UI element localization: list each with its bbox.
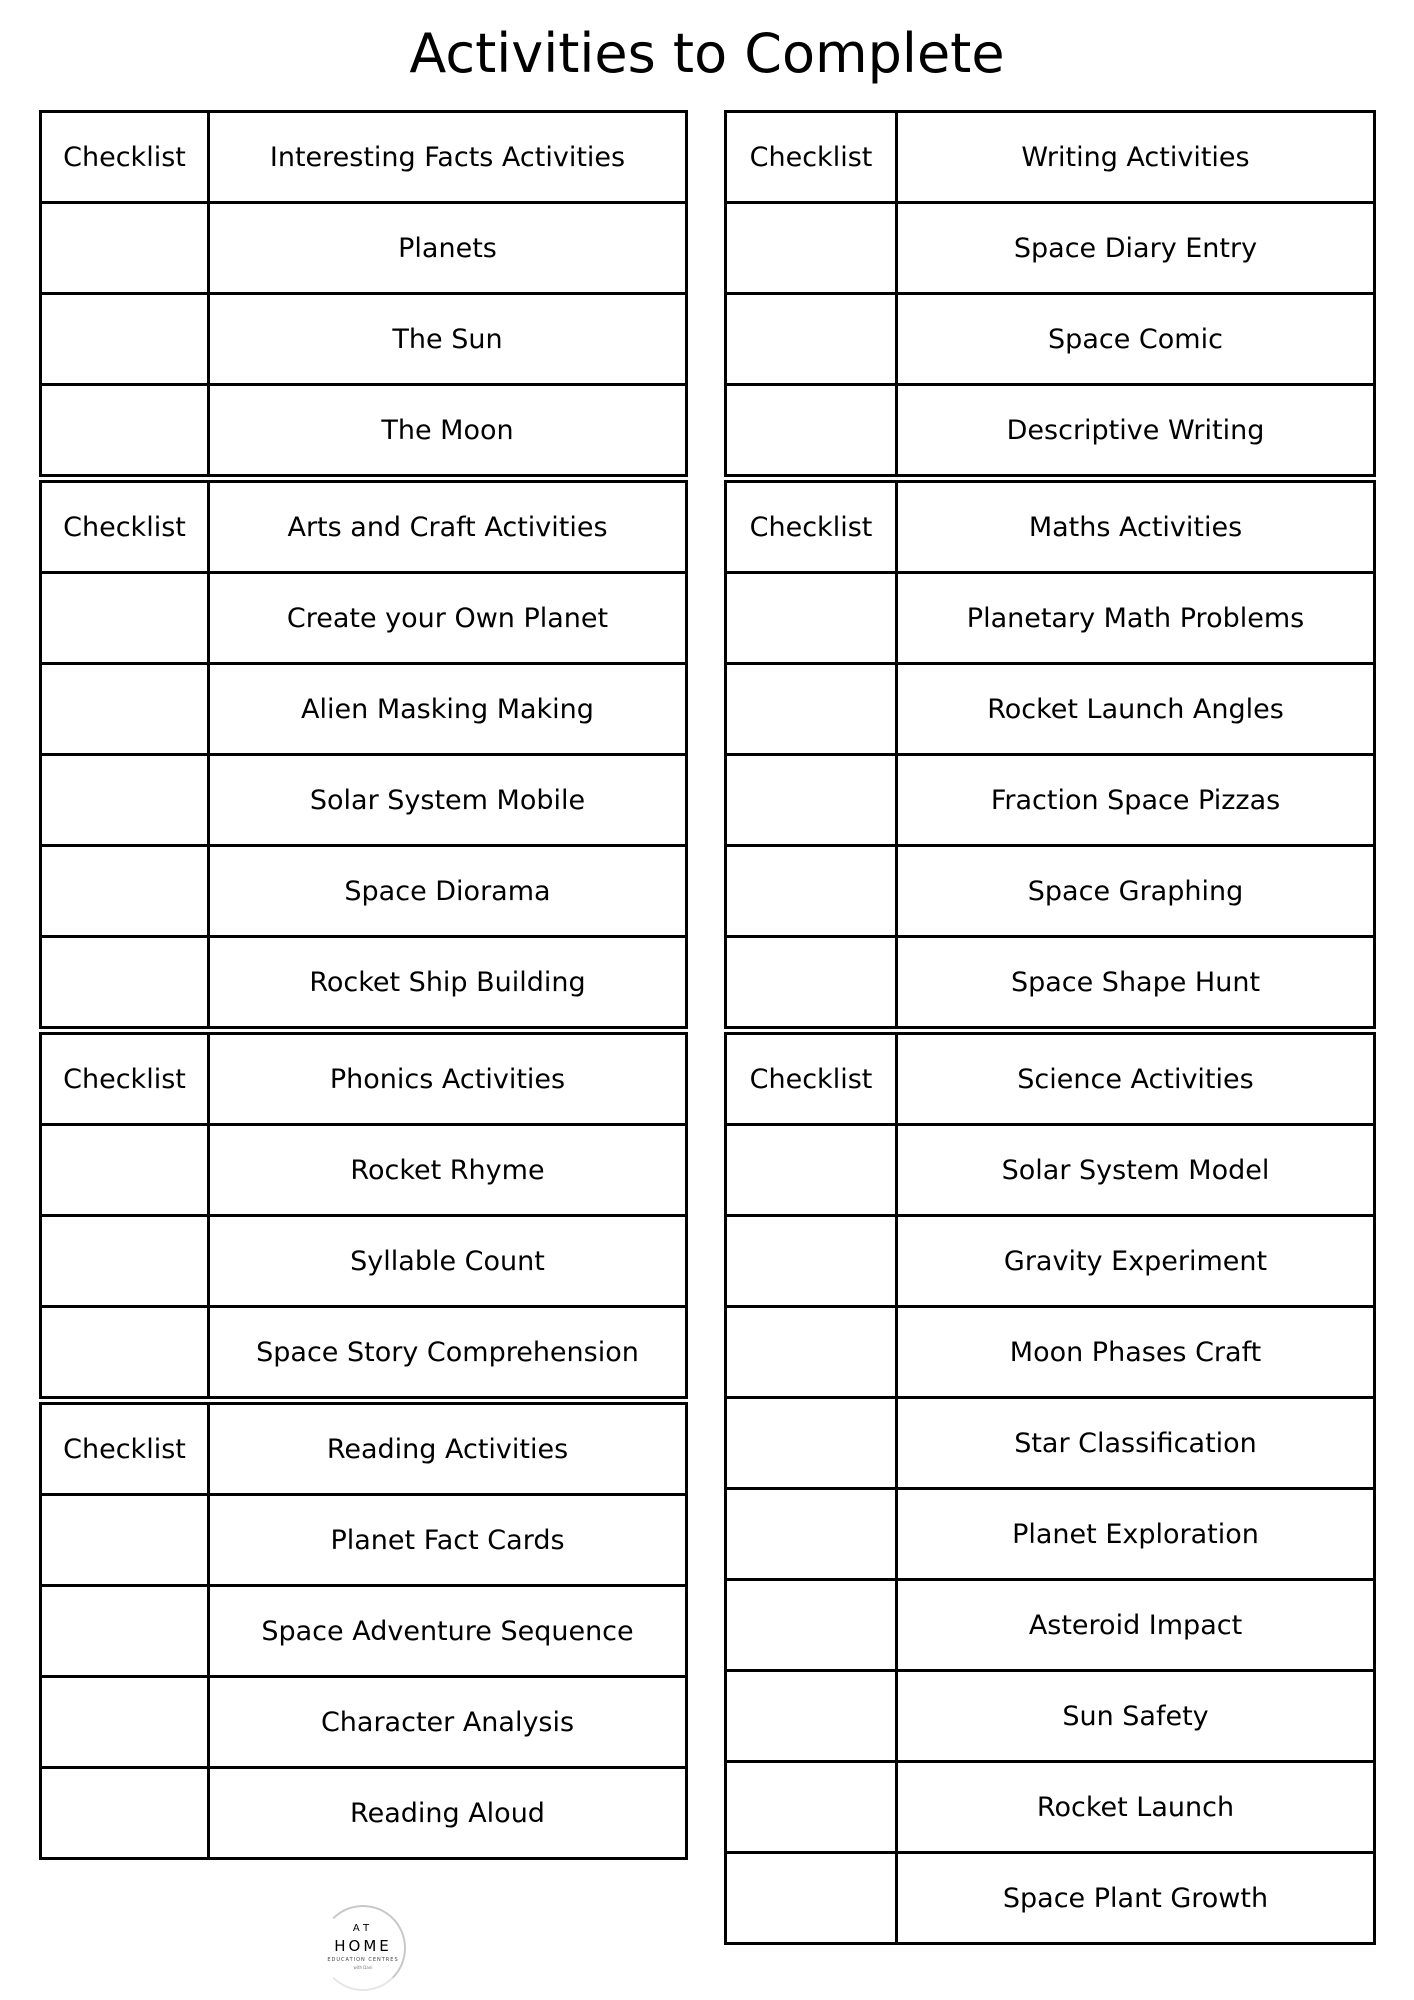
checklist-box[interactable] — [41, 203, 209, 294]
checklist-header: Checklist — [726, 112, 897, 203]
checklist-box[interactable] — [726, 1216, 897, 1307]
activity-label: Space Plant Growth — [897, 1853, 1375, 1944]
checklist-box[interactable] — [41, 1125, 209, 1216]
section-science — [724, 1032, 1376, 1945]
activity-label: Planets — [209, 203, 687, 294]
at-home-logo — [320, 1905, 406, 1991]
activity-row — [41, 1677, 687, 1768]
logo-line-at: AT — [352, 1923, 374, 1934]
activity-label: Space Diorama — [209, 846, 687, 937]
activity-label: Solar System Mobile — [209, 755, 687, 846]
checklist-box[interactable] — [726, 1125, 897, 1216]
activity-row — [41, 1768, 687, 1859]
activity-label: Alien Masking Making — [209, 664, 687, 755]
activity-label: Sun Safety — [897, 1671, 1375, 1762]
checklist-box[interactable] — [726, 846, 897, 937]
checklist-box[interactable] — [726, 1853, 897, 1944]
activity-label: Fraction Space Pizzas — [897, 755, 1375, 846]
section-writing — [724, 110, 1376, 477]
right-column — [724, 110, 1376, 1948]
activity-row — [726, 1216, 1375, 1307]
page-title: Activities to Complete — [409, 22, 1005, 85]
activity-row — [726, 1762, 1375, 1853]
activity-row — [726, 1307, 1375, 1398]
section-heading: Reading Activities — [209, 1404, 687, 1495]
section-heading: Science Activities — [897, 1034, 1375, 1125]
activity-label: Space Adventure Sequence — [209, 1586, 687, 1677]
section-heading: Phonics Activities — [209, 1034, 687, 1125]
activity-row — [726, 203, 1375, 294]
activity-label: Solar System Model — [897, 1125, 1375, 1216]
activity-row — [726, 664, 1375, 755]
activity-row — [41, 1307, 687, 1398]
activity-row — [41, 1216, 687, 1307]
activity-label: Rocket Launch Angles — [897, 664, 1375, 755]
checklist-header: Checklist — [726, 482, 897, 573]
section-header-row — [726, 1034, 1375, 1125]
activity-row — [41, 937, 687, 1028]
checklist-header: Checklist — [41, 482, 209, 573]
activity-row — [41, 385, 687, 476]
activity-row — [726, 755, 1375, 846]
section-header-row — [41, 112, 687, 203]
section-phonics — [39, 1032, 688, 1399]
section-header-row — [41, 482, 687, 573]
activity-label: Planet Fact Cards — [209, 1495, 687, 1586]
activity-label: Reading Aloud — [209, 1768, 687, 1859]
checklist-box[interactable] — [41, 846, 209, 937]
activity-label: Character Analysis — [209, 1677, 687, 1768]
activity-row — [41, 846, 687, 937]
activity-row — [726, 1125, 1375, 1216]
checklist-box[interactable] — [726, 1307, 897, 1398]
activity-row — [41, 1495, 687, 1586]
checklist-box[interactable] — [726, 1671, 897, 1762]
activity-row — [41, 294, 687, 385]
checklist-box[interactable] — [41, 1768, 209, 1859]
section-reading — [39, 1402, 688, 1860]
checklist-box[interactable] — [726, 1762, 897, 1853]
logo-line-tagline: with Dani — [353, 1965, 373, 1970]
checklist-box[interactable] — [41, 1307, 209, 1398]
activity-label: Star Classification — [897, 1398, 1375, 1489]
checklist-box[interactable] — [41, 385, 209, 476]
section-header-row — [726, 112, 1375, 203]
activity-row — [726, 1580, 1375, 1671]
activity-label: Moon Phases Craft — [897, 1307, 1375, 1398]
activity-label: Space Comic — [897, 294, 1375, 385]
checklist-box[interactable] — [41, 294, 209, 385]
checklist-header: Checklist — [726, 1034, 897, 1125]
section-interesting-facts — [39, 110, 688, 477]
left-column — [39, 110, 688, 1863]
section-heading: Writing Activities — [897, 112, 1375, 203]
section-heading: Arts and Craft Activities — [209, 482, 687, 573]
activity-row — [726, 294, 1375, 385]
section-heading: Maths Activities — [897, 482, 1375, 573]
activity-row — [726, 846, 1375, 937]
activity-row — [41, 1125, 687, 1216]
section-arts-and-craft — [39, 480, 688, 1029]
checklist-header: Checklist — [41, 1404, 209, 1495]
checklist-box[interactable] — [726, 1580, 897, 1671]
section-header-row — [726, 482, 1375, 573]
activity-label: The Moon — [209, 385, 687, 476]
logo-line-subtitle: EDUCATION CENTRES — [327, 1957, 399, 1963]
section-maths — [724, 480, 1376, 1029]
checklist-header: Checklist — [41, 112, 209, 203]
checklist-box[interactable] — [726, 937, 897, 1028]
checklist-box[interactable] — [726, 1489, 897, 1580]
section-header-row — [41, 1034, 687, 1125]
activity-row — [41, 664, 687, 755]
activity-label: Space Story Comprehension — [209, 1307, 687, 1398]
activity-label: Syllable Count — [209, 1216, 687, 1307]
checklist-box[interactable] — [41, 573, 209, 664]
activity-row — [726, 1853, 1375, 1944]
checklist-box[interactable] — [41, 1677, 209, 1768]
activity-label: Planetary Math Problems — [897, 573, 1375, 664]
activity-row — [726, 385, 1375, 476]
checklist-box[interactable] — [726, 755, 897, 846]
checklist-box[interactable] — [41, 937, 209, 1028]
activity-row — [41, 1586, 687, 1677]
checklist-box[interactable] — [726, 573, 897, 664]
activity-label: Planet Exploration — [897, 1489, 1375, 1580]
section-header-row — [41, 1404, 687, 1495]
activity-label: Space Shape Hunt — [897, 937, 1375, 1028]
activity-label: The Sun — [209, 294, 687, 385]
logo-line-home: HOME — [334, 1937, 392, 1955]
checklist-box[interactable] — [726, 664, 897, 755]
checklist-header: Checklist — [41, 1034, 209, 1125]
activity-row — [41, 755, 687, 846]
activity-label: Rocket Rhyme — [209, 1125, 687, 1216]
checklist-box[interactable] — [41, 664, 209, 755]
activity-label: Descriptive Writing — [897, 385, 1375, 476]
activity-label: Gravity Experiment — [897, 1216, 1375, 1307]
activity-row — [726, 1398, 1375, 1489]
activity-row — [726, 1489, 1375, 1580]
activity-label: Space Diary Entry — [897, 203, 1375, 294]
activity-label: Space Graphing — [897, 846, 1375, 937]
activity-label: Create your Own Planet — [209, 573, 687, 664]
checklist-box[interactable] — [41, 1216, 209, 1307]
section-heading: Interesting Facts Activities — [209, 112, 687, 203]
checklist-box[interactable] — [726, 1398, 897, 1489]
activity-label: Asteroid Impact — [897, 1580, 1375, 1671]
checklist-box[interactable] — [726, 203, 897, 294]
checklist-box[interactable] — [726, 385, 897, 476]
activity-row — [726, 1671, 1375, 1762]
activity-row — [726, 573, 1375, 664]
activity-row — [41, 203, 687, 294]
activity-label: Rocket Ship Building — [209, 937, 687, 1028]
checklist-box[interactable] — [726, 294, 897, 385]
checklist-box[interactable] — [41, 755, 209, 846]
activity-row — [41, 573, 687, 664]
checklist-box[interactable] — [41, 1586, 209, 1677]
activity-row — [726, 937, 1375, 1028]
checklist-box[interactable] — [41, 1495, 209, 1586]
activity-label: Rocket Launch — [897, 1762, 1375, 1853]
